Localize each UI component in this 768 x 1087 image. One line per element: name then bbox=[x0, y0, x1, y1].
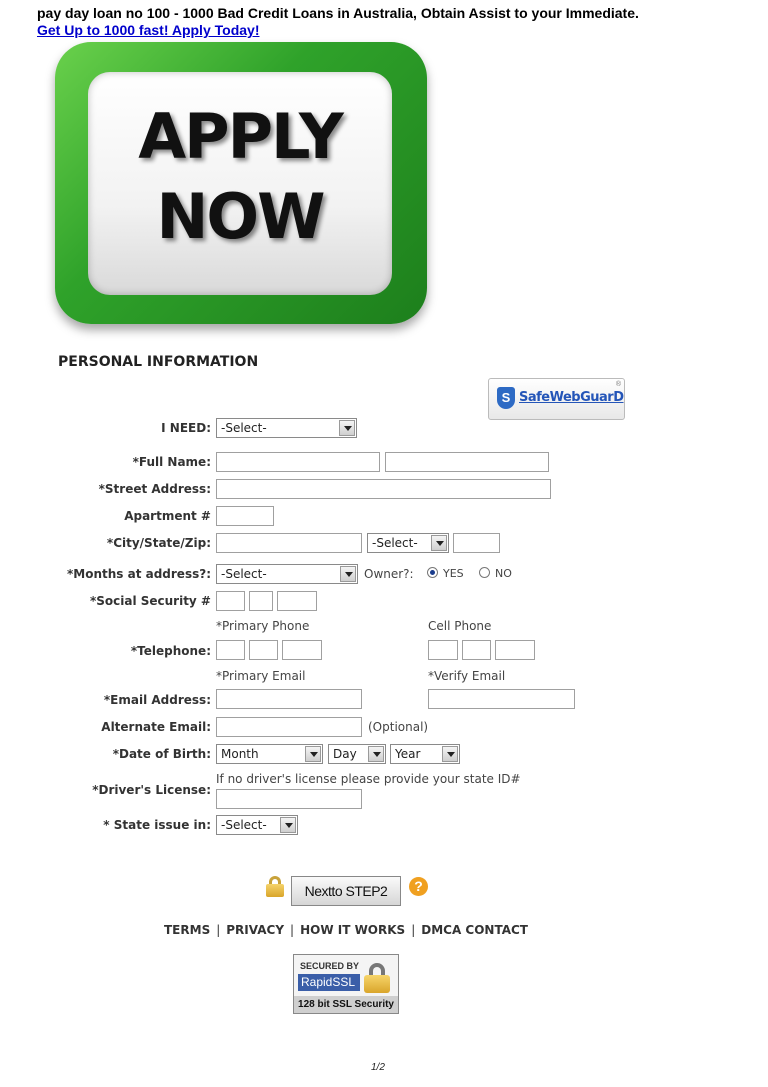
dmca-contact-link[interactable]: DMCA CONTACT bbox=[421, 923, 528, 937]
zip-input[interactable] bbox=[453, 533, 500, 553]
city-label: *City/State/Zip: bbox=[106, 536, 211, 550]
footer-links: TERMS | PRIVACY | HOW IT WORKS | DMCA CONTACT bbox=[164, 923, 528, 937]
apartment-label: Apartment # bbox=[124, 509, 211, 523]
ssl-strength: 128 bit SSL Security bbox=[294, 996, 398, 1013]
chevron-down-icon bbox=[368, 746, 384, 762]
privacy-link[interactable]: PRIVACY bbox=[226, 923, 285, 937]
dob-day-select[interactable]: Day bbox=[328, 744, 386, 764]
alt-email-input[interactable] bbox=[216, 717, 362, 737]
state-select[interactable]: -Select- bbox=[367, 533, 449, 553]
cell-prefix-input[interactable] bbox=[462, 640, 491, 660]
dob-label: *Date of Birth: bbox=[112, 747, 211, 761]
state-issue-label: * State issue in: bbox=[103, 818, 211, 832]
owner-no-radio[interactable] bbox=[479, 567, 490, 578]
ssn-part-2[interactable] bbox=[249, 591, 273, 611]
chevron-down-icon bbox=[280, 817, 296, 833]
page-number: 1/2 bbox=[371, 1062, 385, 1073]
need-select[interactable]: -Select- bbox=[216, 418, 357, 438]
verify-email-caption: *Verify Email bbox=[428, 669, 506, 683]
months-label: *Months at address?: bbox=[67, 567, 211, 581]
primary-email-caption: *Primary Email bbox=[216, 669, 306, 683]
help-icon[interactable]: ? bbox=[409, 877, 428, 896]
state-issue-select[interactable]: -Select- bbox=[216, 815, 298, 835]
owner-no-label: NO bbox=[495, 567, 512, 580]
ssn-part-1[interactable] bbox=[216, 591, 245, 611]
city-input[interactable] bbox=[216, 533, 362, 553]
telephone-label: *Telephone: bbox=[130, 644, 211, 658]
owner-label: Owner?: bbox=[364, 567, 414, 581]
phone-line-input[interactable] bbox=[282, 640, 322, 660]
email-label: *Email Address: bbox=[103, 693, 211, 707]
owner-yes-label: YES bbox=[443, 567, 464, 580]
street-label: *Street Address: bbox=[98, 482, 211, 496]
optional-note: (Optional) bbox=[368, 720, 429, 734]
ssl-secured-by: SECURED BY bbox=[300, 961, 360, 971]
lock-icon bbox=[266, 876, 284, 896]
license-label: *Driver's License: bbox=[92, 783, 211, 797]
primary-phone-caption: *Primary Phone bbox=[216, 619, 310, 633]
owner-yes-radio[interactable] bbox=[427, 567, 438, 578]
apartment-input[interactable] bbox=[216, 506, 274, 526]
banner-line-1: APPLY bbox=[138, 100, 342, 173]
ssn-label: *Social Security # bbox=[89, 594, 211, 608]
shield-icon: S bbox=[497, 387, 515, 409]
chevron-down-icon bbox=[305, 746, 321, 762]
phone-area-input[interactable] bbox=[216, 640, 245, 660]
phone-prefix-input[interactable] bbox=[249, 640, 278, 660]
cell-line-input[interactable] bbox=[495, 640, 535, 660]
chevron-down-icon bbox=[339, 420, 355, 436]
banner-line-2: NOW bbox=[156, 180, 324, 253]
need-label: I NEED: bbox=[161, 421, 211, 435]
full-name-label: *Full Name: bbox=[132, 455, 211, 469]
next-step-button[interactable]: Nextto STEP2 bbox=[291, 876, 401, 906]
months-select[interactable]: -Select- bbox=[216, 564, 358, 584]
dob-month-select[interactable]: Month bbox=[216, 744, 323, 764]
last-name-input[interactable] bbox=[385, 452, 549, 472]
ssl-brand: RapidSSL bbox=[298, 974, 360, 991]
how-it-works-link[interactable]: HOW IT WORKS bbox=[300, 923, 406, 937]
first-name-input[interactable] bbox=[216, 452, 380, 472]
chevron-down-icon bbox=[431, 535, 447, 551]
license-input[interactable] bbox=[216, 789, 362, 809]
cell-phone-caption: Cell Phone bbox=[428, 619, 492, 633]
street-input[interactable] bbox=[216, 479, 551, 499]
alt-email-label: Alternate Email: bbox=[101, 720, 211, 734]
dob-year-select[interactable]: Year bbox=[390, 744, 460, 764]
chevron-down-icon bbox=[442, 746, 458, 762]
license-note: If no driver's license please provide your state ID# bbox=[216, 772, 521, 786]
terms-link[interactable]: TERMS bbox=[164, 923, 211, 937]
rapidssl-badge[interactable] bbox=[293, 954, 399, 1014]
padlock-icon bbox=[364, 963, 390, 993]
email-input[interactable] bbox=[216, 689, 362, 709]
apply-now-banner[interactable] bbox=[55, 42, 427, 324]
badge-label: SafeWebGuarD bbox=[519, 390, 624, 405]
cell-area-input[interactable] bbox=[428, 640, 458, 660]
section-title: PERSONAL INFORMATION bbox=[58, 354, 259, 370]
apply-link[interactable]: Get Up to 1000 fast! Apply Today! bbox=[37, 22, 260, 38]
ssn-part-3[interactable] bbox=[277, 591, 317, 611]
page-headline: pay day loan no 100 - 1000 Bad Credit Loans in Australia, Obtain Assist to your Immediate. bbox=[37, 5, 639, 21]
safewebguard-badge[interactable]: S SafeWebGuarD ® bbox=[488, 378, 625, 420]
verify-email-input[interactable] bbox=[428, 689, 575, 709]
chevron-down-icon bbox=[340, 566, 356, 582]
